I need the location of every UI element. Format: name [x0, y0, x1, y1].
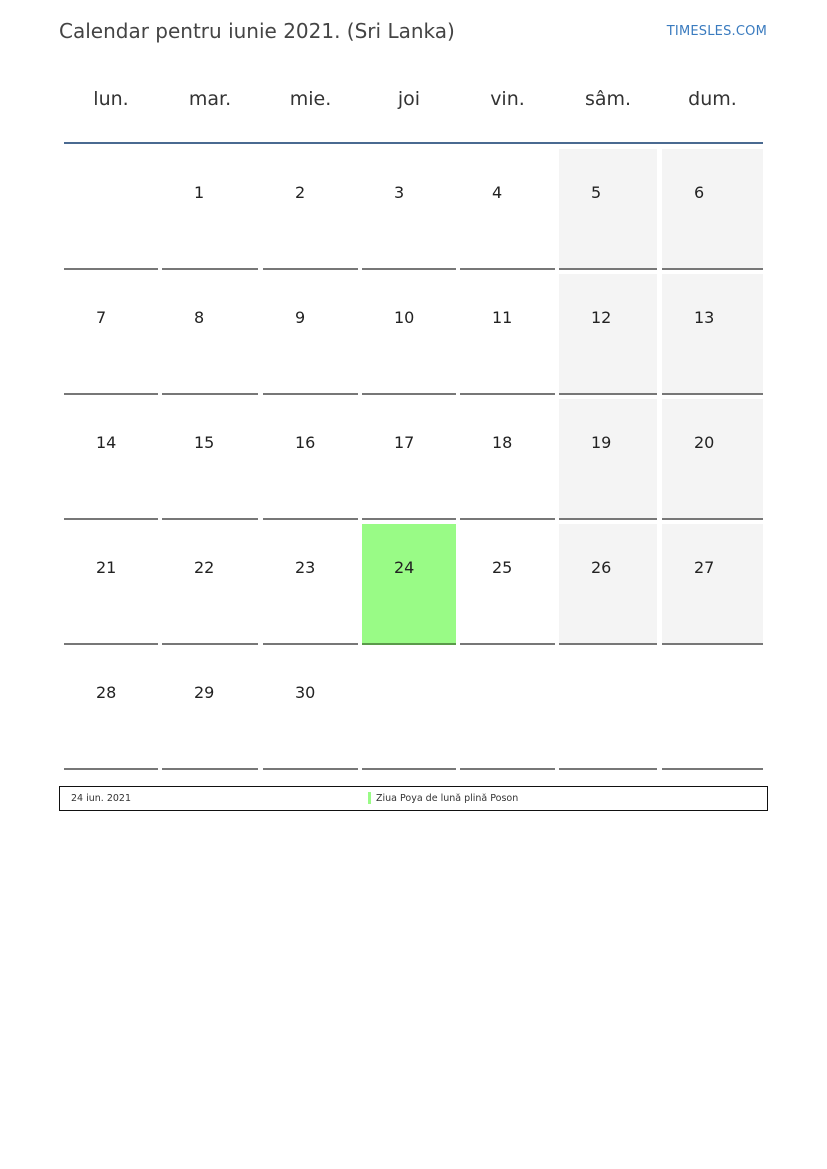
day-number: 2 [295, 183, 306, 202]
day-number: 13 [694, 308, 715, 327]
day-number: 19 [591, 433, 612, 452]
day-number: 18 [492, 433, 513, 452]
day-cell[interactable] [559, 399, 657, 520]
page-title: Calendar pentru iunie 2021. (Sri Lanka) [59, 19, 455, 43]
day-cell[interactable] [662, 524, 763, 645]
day-number: 17 [394, 433, 415, 452]
day-cell[interactable] [362, 399, 456, 520]
day-cell[interactable] [64, 399, 158, 520]
weekday-label: sâm. [584, 88, 632, 110]
day-cell[interactable] [64, 649, 158, 770]
day-cell[interactable] [662, 274, 763, 395]
day-number: 11 [492, 308, 513, 327]
day-number: 1 [194, 183, 205, 202]
empty-day-cell [362, 649, 456, 770]
day-number: 10 [394, 308, 415, 327]
day-cell[interactable] [662, 399, 763, 520]
day-number: 4 [492, 183, 503, 202]
legend-color-marker [368, 792, 371, 804]
empty-day-cell [64, 149, 158, 270]
empty-day-cell [662, 649, 763, 770]
day-number: 16 [295, 433, 316, 452]
day-cell[interactable] [162, 649, 258, 770]
weekday-label: mie. [289, 88, 332, 110]
day-cell[interactable] [162, 149, 258, 270]
day-number: 12 [591, 308, 612, 327]
weekday-label: mar. [188, 88, 232, 110]
day-cell[interactable] [64, 524, 158, 645]
weekday-label: dum. [688, 88, 737, 110]
day-cell[interactable] [460, 399, 555, 520]
day-cell[interactable] [162, 524, 258, 645]
day-cell[interactable] [460, 524, 555, 645]
day-number: 27 [694, 558, 715, 577]
day-cell[interactable] [362, 274, 456, 395]
header-divider [64, 142, 763, 144]
weekday-header [64, 88, 763, 120]
day-cell[interactable] [263, 274, 358, 395]
weekday-label: vin. [490, 88, 525, 110]
day-number: 15 [194, 433, 215, 452]
day-cell[interactable] [263, 399, 358, 520]
day-number: 29 [194, 683, 215, 702]
day-number: 20 [694, 433, 715, 452]
day-number: 21 [96, 558, 117, 577]
day-number: 22 [194, 558, 215, 577]
day-number: 14 [96, 433, 117, 452]
day-cell[interactable] [162, 399, 258, 520]
day-number: 5 [591, 183, 602, 202]
legend-date: 24 iun. 2021 [71, 793, 132, 804]
day-number: 28 [96, 683, 117, 702]
day-number: 23 [295, 558, 316, 577]
day-number: 3 [394, 183, 405, 202]
day-cell[interactable] [263, 649, 358, 770]
day-cell[interactable] [559, 524, 657, 645]
holiday-legend [59, 786, 768, 811]
day-cell[interactable] [362, 524, 456, 645]
day-number: 6 [694, 183, 705, 202]
day-cell[interactable] [263, 149, 358, 270]
day-number: 30 [295, 683, 316, 702]
day-cell[interactable] [559, 274, 657, 395]
day-number: 8 [194, 308, 205, 327]
day-cell[interactable] [460, 149, 555, 270]
weekday-label: lun. [93, 88, 129, 110]
day-number: 9 [295, 308, 306, 327]
site-link[interactable]: TIMESLES.COM [666, 24, 767, 39]
day-number: 25 [492, 558, 513, 577]
empty-day-cell [559, 649, 657, 770]
day-cell[interactable] [64, 274, 158, 395]
day-number: 26 [591, 558, 612, 577]
day-number: 7 [96, 308, 107, 327]
day-cell[interactable] [362, 149, 456, 270]
day-cell[interactable] [662, 149, 763, 270]
empty-day-cell [460, 649, 555, 770]
day-cell[interactable] [263, 524, 358, 645]
day-cell[interactable] [559, 149, 657, 270]
day-number: 24 [394, 558, 415, 577]
weekday-label: joi [397, 88, 421, 110]
day-cell[interactable] [460, 274, 555, 395]
day-cell[interactable] [162, 274, 258, 395]
legend-holiday-name: Ziua Poya de lună plină Poson [376, 793, 519, 804]
